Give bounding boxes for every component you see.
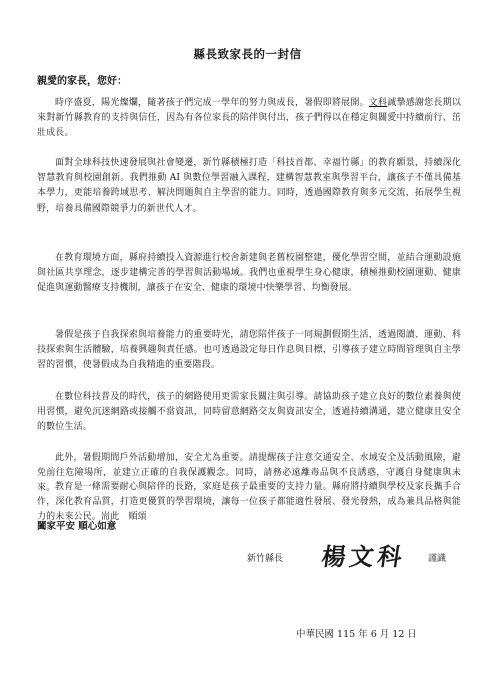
paragraph-5: 在數位科技普及的時代，孩子的網路使用更需家長關注與引導。請協助孩子建立良好的數位素養與使用習慣，避免沉迷網路或接觸不當資訊，同時留意網路交友與資訊安全，透過持續溝通，建立健康且安全的數位生活。 <box>37 392 461 433</box>
paragraph-6: 此外，暑假期間戶外活動增加，安全尤為重要。請提醒孩子注意交通安全、水域安全及活動風險，避免前往危險場所，並建立正確的自我保護觀念。同時，請務必遠離毒品與不良誘惑，守護自身健康與未來。 <box>37 453 461 494</box>
paragraph-7: 教育是一條需要耐心與陪伴的長路，家庭是孩子最重要的支持力量。縣府將持續與學校及家長攜手合作，深化教育品質，打造更優質的學習環境，讓每一位孩子都能適性發展、發光發熱，成為兼具品格與能力的未來公民。耑此 順頌 <box>37 482 461 523</box>
letter-date: 中華民國 115 年 6 月 12 日 <box>296 629 417 640</box>
paragraph-1 <box>37 96 461 142</box>
letter-title: 縣長致家長的一封信 <box>193 47 302 61</box>
greeting: 親愛的家長，您好： <box>37 76 127 87</box>
paragraph-4: 暑假是孩子自我探索與培養能力的重要時光，請您陪伴孩子一同規劃假期生活，透過閱讀、運動、科技探索與生活體驗，培養興趣與責任感。也可透過設定每日作息與目標，引導孩子建立時間管理與自主學習的習慣，使暑假成為自我精進的重要階段。 <box>37 330 461 371</box>
paragraph-2: 面對全球科技快速發展與社會變遷，新竹縣積極打造「科技首都、幸福竹縣」的教育願景，持續深化智慧教育與校園創新。我們推動 AI 與數位學習融入課程，建構智慧教室與學習平台，讓孩子不僅具備基本學力，更能培養跨域思考、解決問題與自主學習的能力。同時，透過國際教育與多元交流，拓展學生視野，培養具備國際競爭力的新世代人才。 <box>37 158 461 214</box>
blessing: 闔家平安 順心如意 <box>37 521 117 532</box>
paragraph-1-link[interactable]: 文科 <box>368 98 388 108</box>
signer-role: 新竹縣長 <box>247 554 284 564</box>
signer-suffix: 謹識 <box>428 554 447 564</box>
signer-signature: 楊文科 <box>319 543 408 571</box>
paragraph-1-text-b: 誠摯感謝您長期以來對新竹縣教育的支持與信任，因為有各位家長的陪伴與付出，孩子們得以在穩定與關愛中持續前行、茁壯成長。 <box>37 98 462 139</box>
paragraph-1-text-a: 時序盛夏，陽光燦爛，隨著孩子們完成一學年的努力與成長，暑假即將展開。 <box>55 98 369 108</box>
paragraph-3: 在教育環境方面，縣府持續投入資源進行校舍新建與老舊校園整建，優化學習空間，並結合運動設施與社區共享理念，逐步建構完善的學習與活動場域。我們也重視學生身心健康，積極推動校園運動、健康促進與運動醫療支持機制，讓孩子在安全、健康的環境中快樂學習、均衡發展。 <box>37 253 461 294</box>
signature-block <box>0 537 495 577</box>
